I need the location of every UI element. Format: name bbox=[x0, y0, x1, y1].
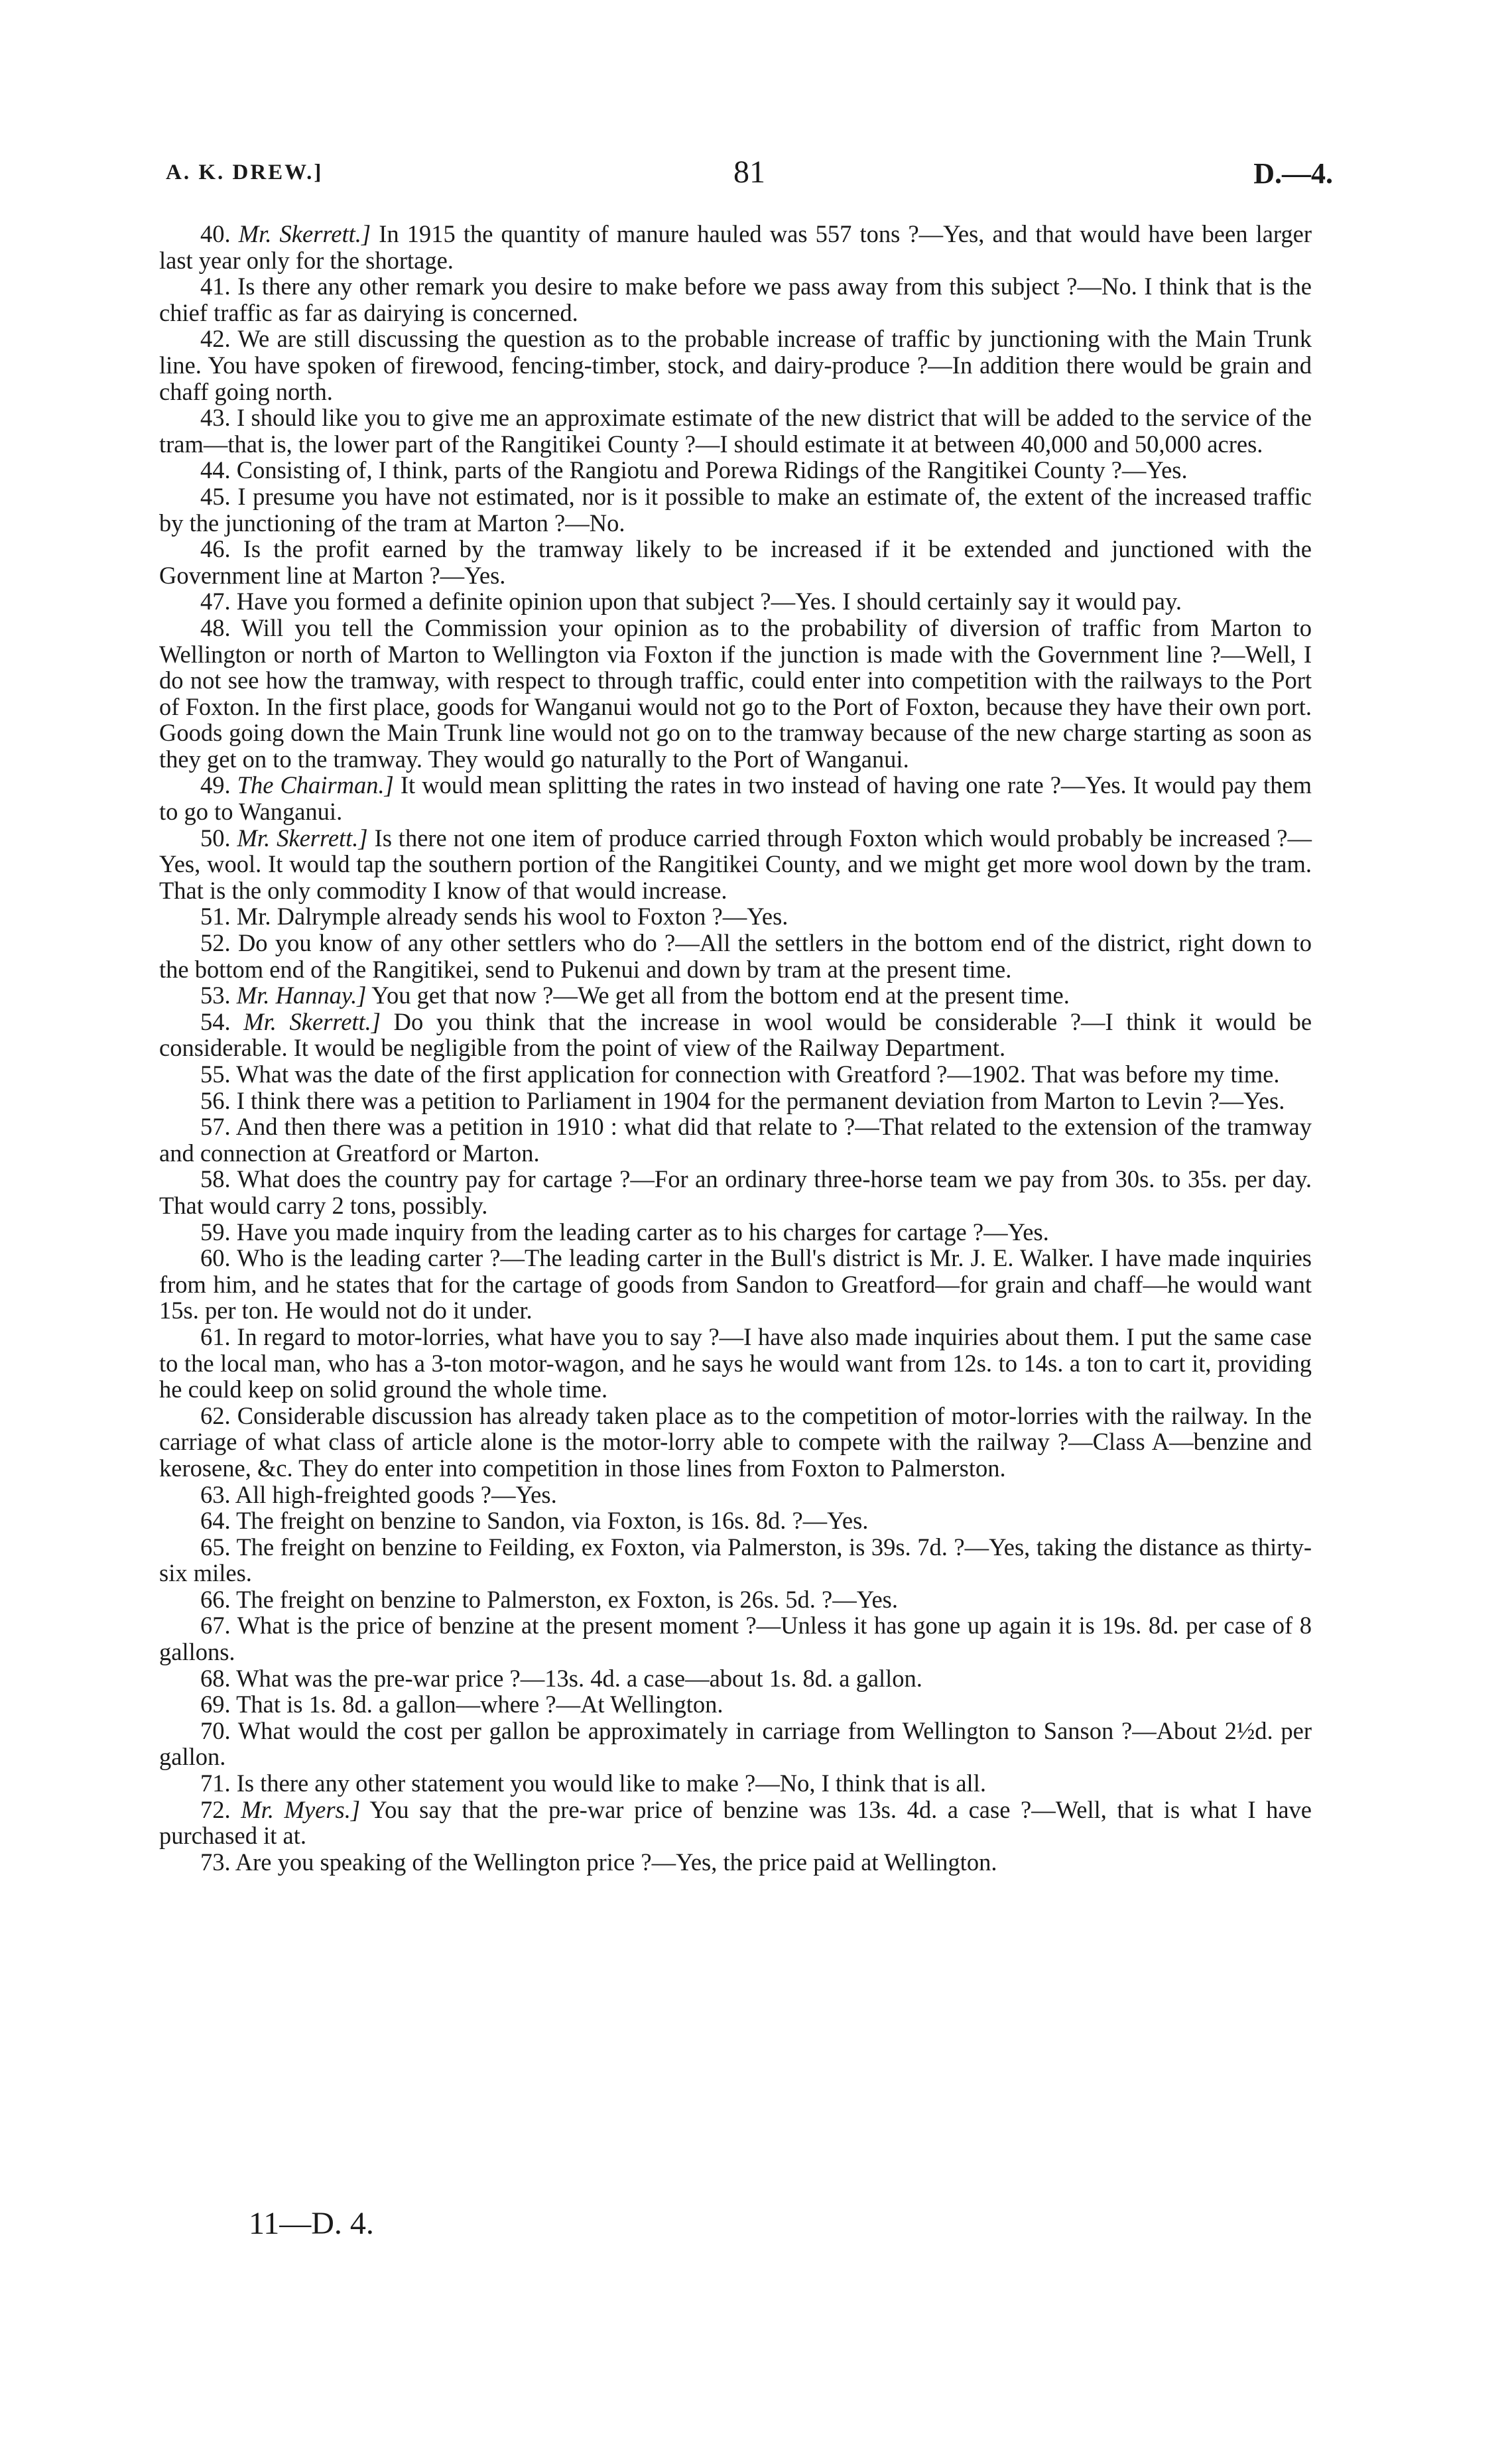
question-answer-text: Considerable discussion has already taken place as to the competition of motor-lorries with the railway. In the carriage of what class of article alone is the motor-lorry able to compete with the railway ?—Class A—benzine and kerosene, &c. They do enter into competition in those lines from Foxton to Palmerston. bbox=[159, 1401, 1312, 1482]
question-number: 46. bbox=[200, 535, 231, 563]
question-answer-text: Is the profit earned by the tramway likely to be increased if it be extended and junctioned with the Government line at Marton ?—Yes. bbox=[159, 535, 1312, 589]
testimony-paragraph bbox=[159, 825, 1312, 904]
testimony-paragraph bbox=[159, 457, 1312, 483]
testimony-paragraph bbox=[159, 221, 1312, 273]
question-answer-text: Have you made inquiry from the leading carter as to his charges for cartage ?—Yes. bbox=[236, 1218, 1049, 1246]
speaker-name: Mr. Myers.] bbox=[241, 1795, 361, 1823]
question-answer-text: I think there was a petition to Parliament in 1904 for the permanent deviation from Marton to Levin ?—Yes. bbox=[236, 1086, 1285, 1114]
question-answer-text: Is there any other statement you would like to make ?—No, I think that is all. bbox=[236, 1769, 986, 1797]
question-number: 51. bbox=[200, 903, 231, 931]
question-answer-text: The freight on benzine to Sandon, via Foxton, is 16s. 8d. ?—Yes. bbox=[236, 1507, 869, 1535]
testimony-paragraph bbox=[159, 536, 1312, 588]
question-number: 56. bbox=[200, 1086, 231, 1114]
question-number: 43. bbox=[200, 404, 231, 432]
testimony-paragraph bbox=[159, 1534, 1312, 1586]
testimony-paragraph bbox=[159, 1061, 1312, 1088]
question-answer-text: What was the pre-war price ?—13s. 4d. a case—about 1s. 8d. a gallon. bbox=[236, 1664, 922, 1692]
question-number: 72. bbox=[200, 1795, 231, 1823]
question-answer-text: I should like you to give me an approximate estimate of the new district that will be added to the service of the tram—that is, the lower part of the Rangitikei County ?—I should estimate it at between 40,000 and 50,000 acres. bbox=[159, 404, 1312, 458]
question-number: 41. bbox=[200, 273, 231, 300]
question-answer-text: What was the date of the first application for connection with Greatford ?—1902. That was before my time. bbox=[236, 1061, 1280, 1088]
question-answer-text: The freight on benzine to Palmerston, ex Foxton, is 26s. 5d. ?—Yes. bbox=[236, 1585, 898, 1613]
testimony-paragraph bbox=[159, 1508, 1312, 1534]
question-number: 52. bbox=[200, 929, 231, 957]
question-number: 66. bbox=[200, 1585, 231, 1613]
speaker-name: The Chairman.] bbox=[237, 771, 394, 799]
testimony-paragraph bbox=[159, 588, 1312, 615]
question-number: 50. bbox=[200, 824, 231, 852]
question-number: 69. bbox=[200, 1691, 231, 1718]
question-answer-text: Mr. Dalrymple already sends his wool to Foxton ?—Yes. bbox=[236, 903, 788, 931]
speaker-name: Mr. Hannay.] bbox=[236, 982, 367, 1009]
question-answer-text: Are you speaking of the Wellington price ?—Yes, the price paid at Wellington. bbox=[235, 1848, 997, 1876]
page-number: 81 bbox=[733, 155, 765, 190]
question-answer-text: In regard to motor-lorries, what have you to say ?—I have also made inquiries about them. I put the same case to the local man, who has a 3-ton motor-wagon, and he says he would want from 12s. to 14s. a ton to cart it, providing he could keep on solid ground the whole time. bbox=[159, 1322, 1312, 1403]
signature-reference: 11—D. 4. bbox=[249, 2206, 374, 2241]
question-answer-text: What does the country pay for cartage ?—For an ordinary three-horse team we pay from 30s. to 35s. per day. That would carry 2 tons, possibly. bbox=[159, 1165, 1312, 1219]
question-number: 54. bbox=[200, 1007, 231, 1035]
testimony-paragraph bbox=[159, 1088, 1312, 1114]
testimony-paragraph bbox=[159, 1009, 1312, 1061]
testimony-paragraph bbox=[159, 326, 1312, 405]
question-number: 55. bbox=[200, 1061, 231, 1088]
question-number: 42. bbox=[200, 325, 231, 353]
question-number: 60. bbox=[200, 1244, 231, 1272]
question-answer-text: All high-freighted goods ?—Yes. bbox=[235, 1480, 557, 1508]
testimony-paragraph bbox=[159, 1245, 1312, 1324]
question-number: 65. bbox=[200, 1533, 231, 1561]
witness-name: A. K. DREW.] bbox=[166, 161, 324, 184]
testimony-paragraph bbox=[159, 483, 1312, 536]
question-number: 67. bbox=[200, 1612, 231, 1640]
question-answer-text: Do you know of any other settlers who do ?—All the settlers in the bottom end of the district, right down to the bottom end of the Rangitikei, send to Pukenui and down by tram at the present time. bbox=[159, 929, 1312, 983]
testimony-paragraph bbox=[159, 1166, 1312, 1218]
testimony-paragraph bbox=[159, 930, 1312, 982]
question-number: 57. bbox=[200, 1113, 231, 1141]
testimony-paragraph bbox=[159, 1403, 1312, 1482]
question-answer-text: You say that the pre-war price of benzine was 13s. 4d. a case ?—Well, that is what I have purchased it at. bbox=[159, 1795, 1312, 1850]
testimony-paragraph bbox=[159, 1691, 1312, 1718]
question-answer-text: Is there not one item of produce carried through Foxton which would probably be increased ?—Yes, wool. It would tap the southern portion of the Rangitikei County, and we might get more wool down by the tram. That is the only commodity I know of that would increase. bbox=[159, 824, 1312, 904]
question-answer-text: Is there any other remark you desire to make before we pass away from this subject ?—No. I think that is the chief traffic as far as dairying is concerned. bbox=[159, 273, 1312, 326]
testimony-paragraph bbox=[159, 405, 1312, 457]
question-number: 47. bbox=[200, 588, 231, 615]
question-answer-text: That is 1s. 8d. a gallon—where ?—At Wellington. bbox=[236, 1691, 724, 1718]
testimony-paragraph bbox=[159, 273, 1312, 326]
testimony-paragraph bbox=[159, 772, 1312, 824]
question-answer-text: Do you think that the increase in wool would be considerable ?—I think it would be considerable. It would be negligible from the point of view of the Railway Department. bbox=[159, 1007, 1312, 1062]
testimony-paragraph bbox=[159, 1718, 1312, 1770]
question-number: 45. bbox=[200, 482, 231, 510]
speaker-name: Mr. Skerrett.] bbox=[243, 1007, 381, 1035]
question-answer-text: Have you formed a definite opinion upon that subject ?—Yes. I should certainly say it would pay. bbox=[236, 588, 1182, 615]
testimony-paragraph bbox=[159, 1665, 1312, 1692]
question-number: 62. bbox=[200, 1401, 231, 1429]
testimony-paragraph bbox=[159, 1612, 1312, 1665]
question-number: 53. bbox=[200, 982, 231, 1009]
testimony-paragraph bbox=[159, 1586, 1312, 1613]
question-number: 59. bbox=[200, 1218, 231, 1246]
testimony-paragraph bbox=[159, 982, 1312, 1009]
question-number: 44. bbox=[200, 456, 231, 484]
question-number: 71. bbox=[200, 1769, 231, 1797]
question-number: 58. bbox=[200, 1165, 231, 1193]
speaker-name: Mr. Skerrett.] bbox=[237, 824, 368, 852]
question-answer-text: What would the cost per gallon be approximately in carriage from Wellington to Sanson ?—About 2½d. per gallon. bbox=[159, 1716, 1312, 1771]
question-answer-text: It would mean splitting the rates in two instead of having one rate ?—Yes. It would pay them to go to Wanganui. bbox=[159, 771, 1312, 826]
question-answer-text: I presume you have not estimated, nor is it possible to make an estimate of, the extent of the increased traffic by the junctioning of the tram at Marton ?—No. bbox=[159, 482, 1312, 537]
testimony-paragraph bbox=[159, 1849, 1312, 1876]
question-number: 63. bbox=[200, 1480, 231, 1508]
testimony-paragraph bbox=[159, 1482, 1312, 1508]
question-number: 68. bbox=[200, 1664, 231, 1692]
speaker-name: Mr. Skerrett.] bbox=[238, 220, 371, 247]
question-answer-text: Consisting of, I think, parts of the Rangiotu and Porewa Ridings of the Rangitikei County ?—Yes. bbox=[236, 456, 1188, 484]
document-reference: D.—4. bbox=[1253, 157, 1333, 190]
testimony-body bbox=[159, 221, 1312, 1875]
question-number: 48. bbox=[200, 613, 231, 641]
question-answer-text: And then there was a petition in 1910 : what did that relate to ?—That related to the extension of the tramway and connection at Greatford or Marton. bbox=[159, 1113, 1312, 1167]
page-header bbox=[166, 154, 1333, 200]
question-answer-text: You get that now ?—We get all from the bottom end at the present time. bbox=[371, 982, 1070, 1009]
testimony-paragraph bbox=[159, 1797, 1312, 1849]
testimony-paragraph bbox=[159, 1770, 1312, 1797]
question-number: 64. bbox=[200, 1507, 231, 1535]
question-answer-text: The freight on benzine to Feilding, ex Foxton, via Palmerston, is 39s. 7d. ?—Yes, taking the distance as thirty-six miles. bbox=[159, 1533, 1312, 1587]
question-number: 61. bbox=[200, 1322, 231, 1350]
question-number: 40. bbox=[200, 220, 231, 247]
question-answer-text: What is the price of benzine at the present moment ?—Unless it has gone up again it is 19s. 8d. per case of 8 gallons. bbox=[159, 1612, 1312, 1666]
question-answer-text: In 1915 the quantity of manure hauled was 557 tons ?—Yes, and that would have been larger last year only for the shortage. bbox=[159, 220, 1312, 274]
testimony-paragraph bbox=[159, 1324, 1312, 1403]
testimony-paragraph bbox=[159, 615, 1312, 773]
testimony-paragraph bbox=[159, 1114, 1312, 1166]
question-number: 70. bbox=[200, 1716, 231, 1744]
question-answer-text: Will you tell the Commission your opinion as to the probability of diversion of traffic from Marton to Wellington or north of Marton to Wellington via Foxton if the junction is made with the Government line ?—Well, I do not see how the tramway, with respect to through traffic, could enter into competition with the railways to the Port of Foxton. In the first place, goods for Wanganui would not go to the Port of Foxton, because they have their own port. Goods going down the Main Trunk line would not go on to the tramway because of the new charge starting as soon as they get on to the tramway. They would go naturally to the Port of Wanganui. bbox=[159, 613, 1312, 773]
question-number: 49. bbox=[200, 771, 231, 799]
question-answer-text: We are still discussing the question as to the probable increase of traffic by junctioning with the Main Trunk line. You have spoken of firewood, fencing-timber, stock, and dairy-produce ?—In addition there would be grain and chaff going north. bbox=[159, 325, 1312, 405]
testimony-paragraph bbox=[159, 1219, 1312, 1246]
question-answer-text: Who is the leading carter ?—The leading carter in the Bull's district is Mr. J. E. Walker. I have made inquiries from him, and he states that for the cartage of goods from Sandon to Greatford—for grain and chaff—he would want 15s. per ton. He would not do it under. bbox=[159, 1244, 1312, 1324]
question-number: 73. bbox=[200, 1848, 231, 1876]
testimony-paragraph bbox=[159, 903, 1312, 930]
